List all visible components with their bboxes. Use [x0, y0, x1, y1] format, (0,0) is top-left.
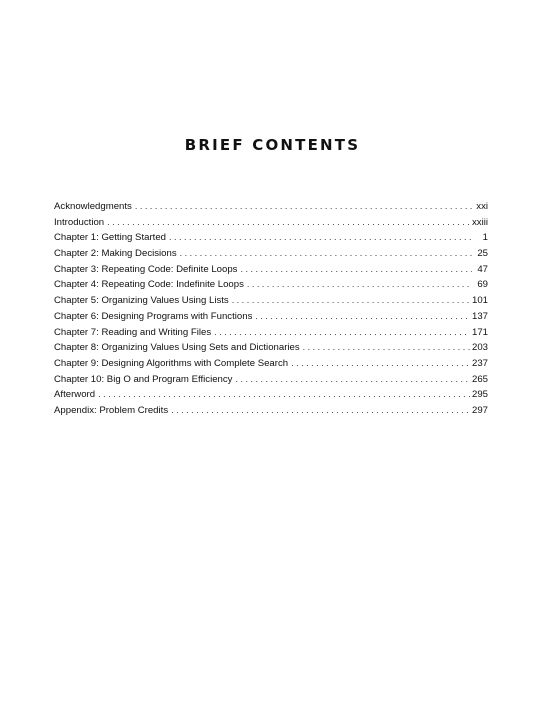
toc-entry	[54, 246, 488, 262]
toc-entry-label: Chapter 8: Organizing Values Using Sets and Dictionaries	[54, 342, 300, 354]
toc-entry-page: 25	[477, 248, 488, 260]
toc-entry-page: xxiii	[472, 216, 488, 228]
toc-entry	[54, 356, 488, 372]
toc-entry	[54, 262, 488, 278]
dot-leader	[303, 340, 470, 356]
dot-leader	[171, 403, 470, 419]
toc-entry-label: Chapter 2: Making Decisions	[54, 248, 177, 260]
page-title: BRIEF CONTENTS	[184, 136, 361, 154]
toc-entry-page: 295	[471, 389, 488, 401]
toc-entry-label: Acknowledgments	[54, 201, 132, 212]
toc-entry-page: 1	[482, 232, 488, 244]
table-of-contents	[54, 199, 488, 419]
toc-entry-label: Chapter 7: Reading and Writing Files	[54, 326, 212, 338]
toc-entry-label: Appendix: Problem Credits	[54, 404, 169, 416]
toc-entry	[54, 325, 488, 341]
dot-leader	[232, 293, 470, 309]
toc-entry-label: Chapter 6: Designing Programs with Functions	[54, 310, 253, 322]
toc-entry	[54, 199, 488, 215]
toc-entry-label: Afterword	[54, 389, 96, 401]
toc-entry-label: Chapter 1: Getting Started	[54, 232, 166, 244]
toc-entry-label: Chapter 3: Repeating Code: Definite Loops	[54, 263, 238, 275]
dot-leader	[169, 230, 472, 246]
toc-entry	[54, 293, 488, 309]
dot-leader	[255, 309, 470, 325]
toc-entry-page: 69	[477, 279, 488, 291]
dot-leader	[235, 372, 470, 388]
toc-entry-page: 101	[471, 295, 488, 307]
toc-entry-label: Chapter 10: Big O and Program Efficiency	[54, 373, 233, 385]
toc-entry	[54, 309, 488, 325]
dot-leader	[98, 387, 470, 403]
toc-entry-page: 171	[471, 326, 488, 338]
toc-entry	[54, 230, 488, 246]
toc-entry-label: Chapter 5: Organizing Values Using Lists	[54, 295, 229, 307]
toc-entry-page: 237	[471, 357, 488, 369]
dot-leader	[135, 199, 472, 215]
toc-entry-page: 203	[471, 342, 488, 354]
toc-entry	[54, 387, 488, 403]
toc-entry-label: Introduction	[54, 216, 105, 228]
toc-entry	[54, 340, 488, 356]
dot-leader	[214, 325, 470, 341]
dot-leader	[180, 246, 472, 262]
toc-entry	[54, 372, 488, 388]
toc-entry	[54, 215, 488, 231]
toc-entry	[54, 403, 488, 419]
toc-entry-page: 297	[471, 404, 488, 416]
dot-leader	[247, 277, 472, 293]
toc-entry-label: Chapter 9: Designing Algorithms with Complete Search	[54, 357, 289, 369]
toc-entry-page: 137	[471, 310, 488, 322]
toc-entry-page: 47	[477, 263, 488, 275]
dot-leader	[107, 215, 470, 231]
dot-leader	[291, 356, 470, 372]
dot-leader	[240, 262, 472, 278]
toc-entry-page: xxi	[476, 201, 488, 212]
toc-entry-label: Chapter 4: Repeating Code: Indefinite Loops	[54, 279, 244, 291]
toc-entry	[54, 277, 488, 293]
toc-entry-page: 265	[471, 373, 488, 385]
